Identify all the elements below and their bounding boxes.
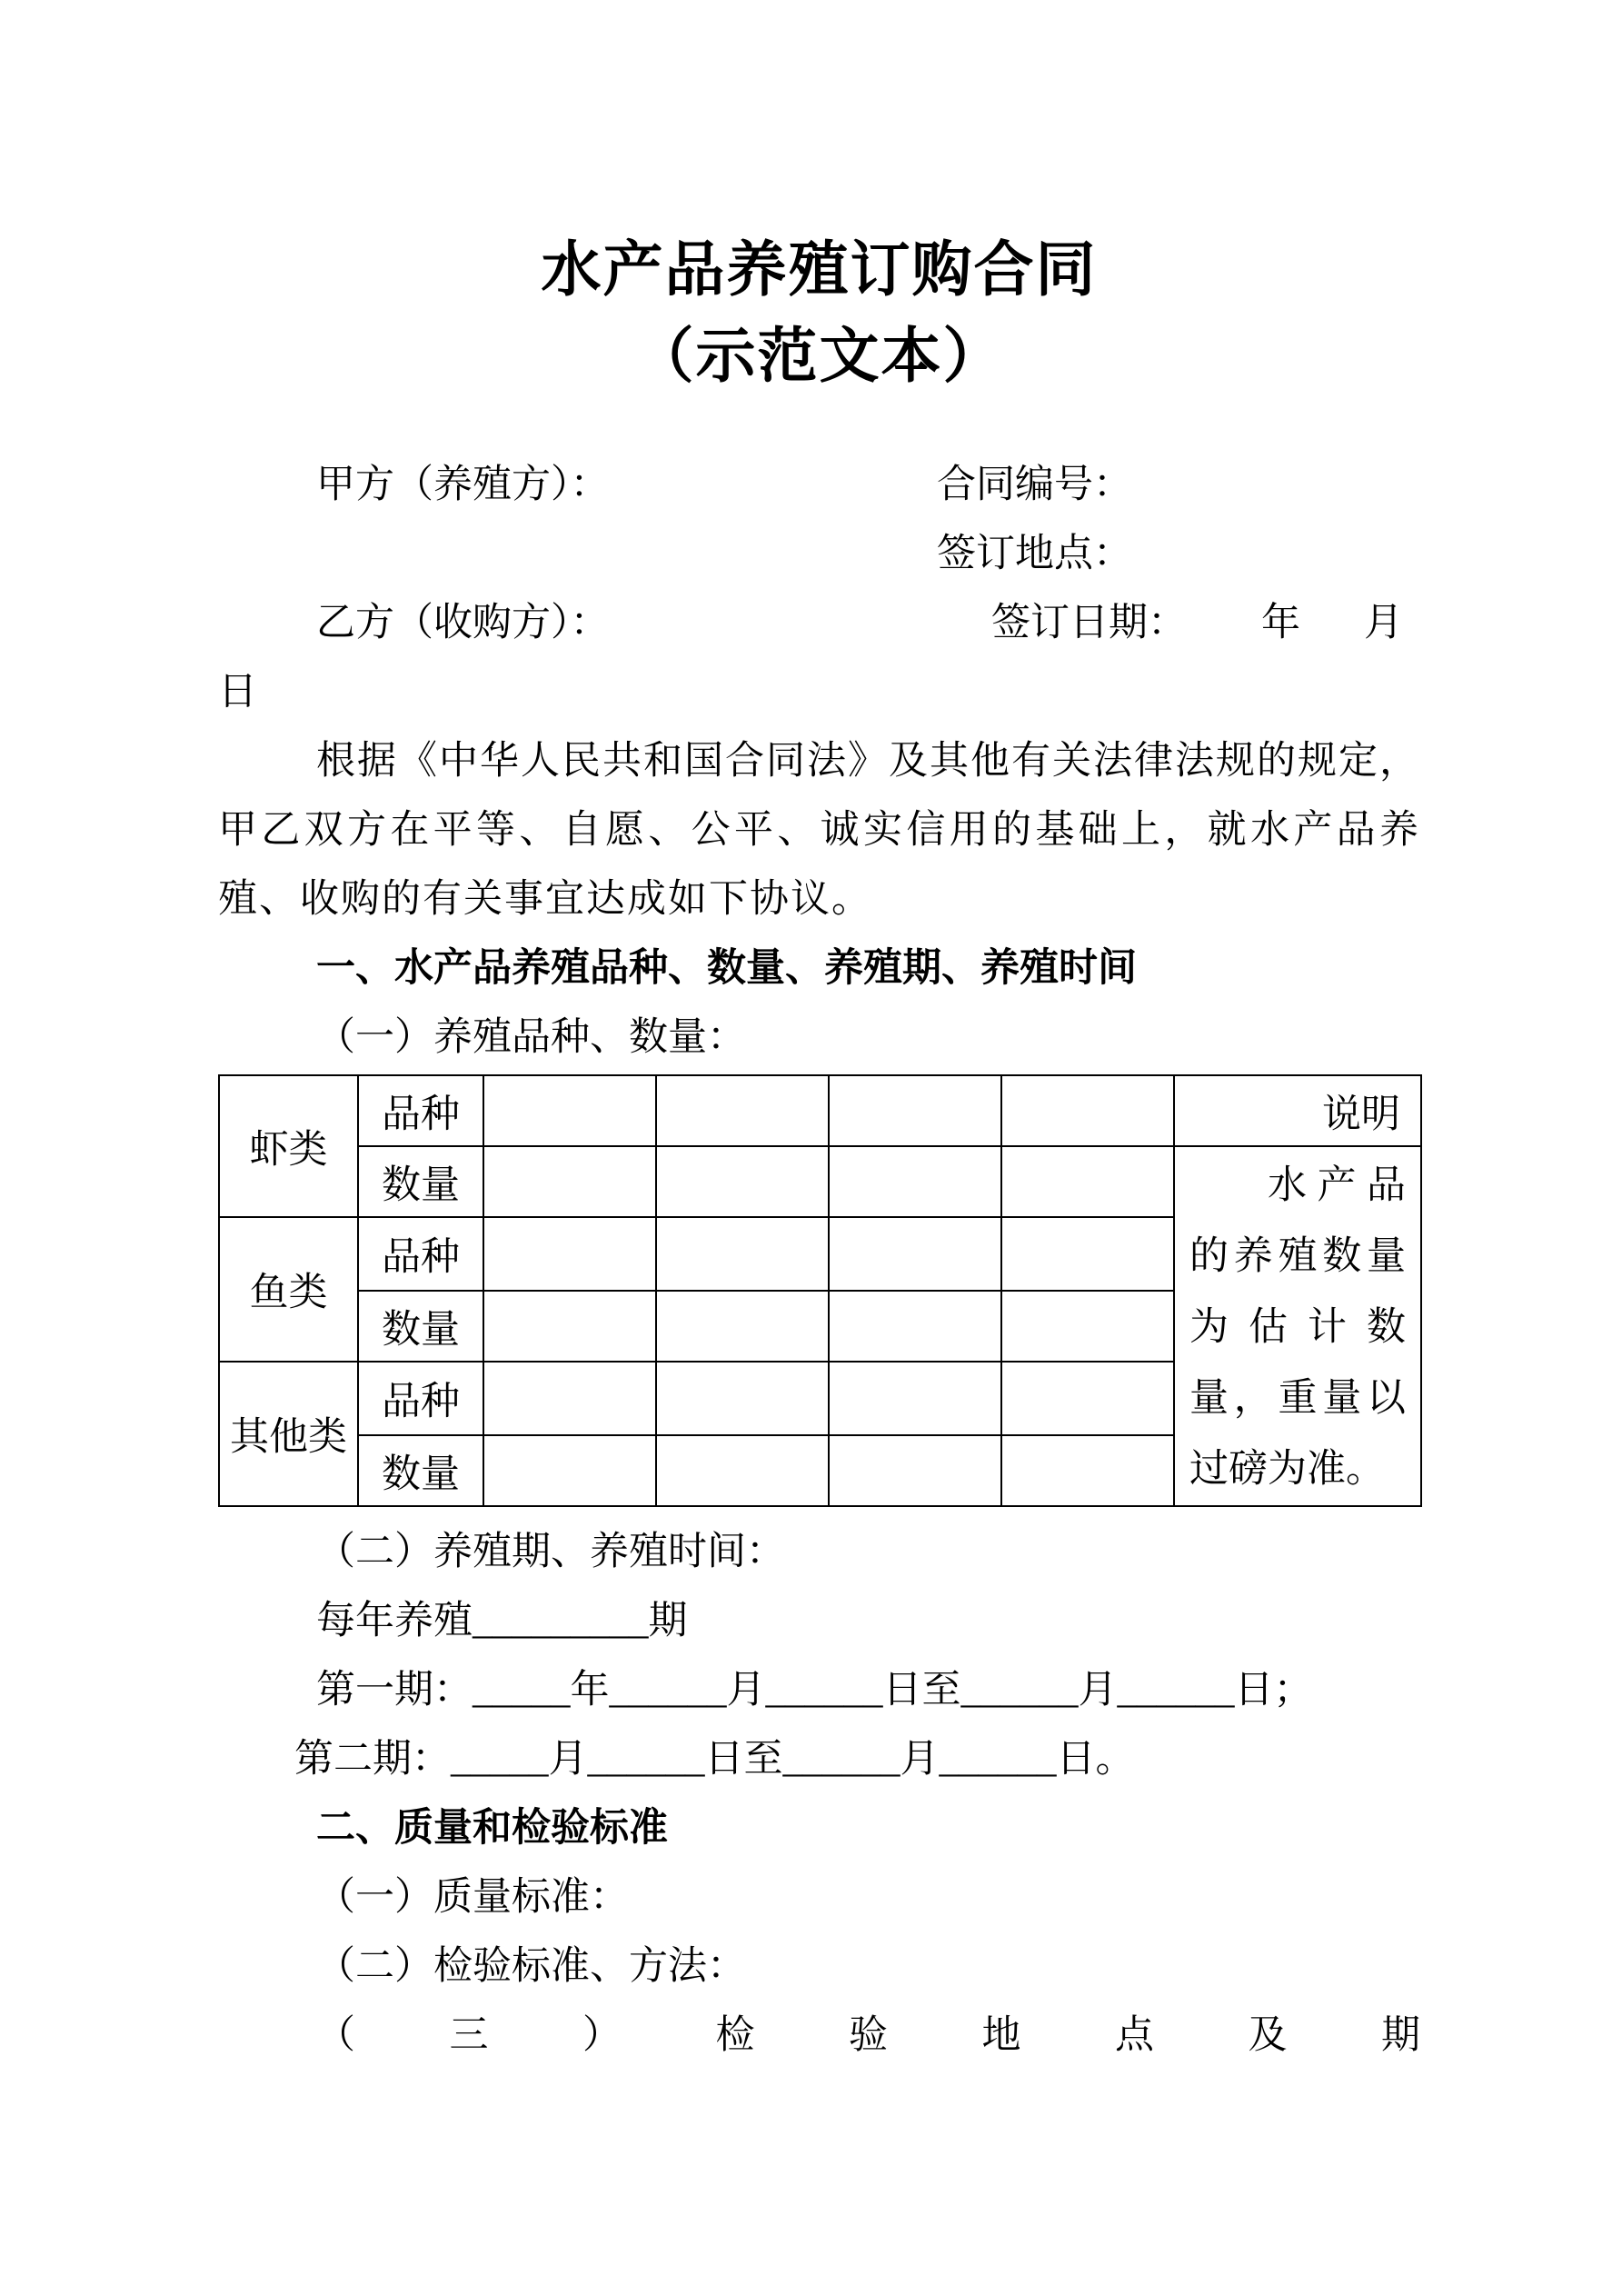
category-cell-other: 其他类 [219,1362,358,1506]
period-count-line [218,1587,1420,1656]
table-empty-cell [1001,1217,1174,1291]
sign-place-label: 签订地点： [937,533,1132,575]
row-label-quantity: 数量 [358,1291,483,1362]
table-empty-cell [1001,1435,1174,1506]
sign-date-day-line [218,658,1420,727]
table-empty-cell [483,1362,656,1435]
section2-sub1 [218,1863,1420,1932]
species-quantity-table [218,1074,1422,1507]
table-empty-cell [483,1435,656,1506]
section2-heading-text: 二、质量和检验标准 [316,1807,668,1850]
table-empty-cell [829,1291,1001,1362]
sign-place-line [218,520,1420,589]
section1-sub1 [218,1003,1420,1073]
document-title: 水产品养殖订购合同 [541,237,1098,304]
section1-heading-text: 一、水产品养殖品种、数量、养殖期、养殖时间 [316,947,1137,990]
note-body-cell: 水产品的养殖数量为估计数量，重量以过磅为准。 [1174,1146,1421,1506]
first-period-text: 第一期：_____年______月______日至______月______日； [316,1669,1313,1712]
table-empty-cell [1001,1362,1174,1435]
table-empty-cell [1001,1075,1174,1146]
table-empty-cell [483,1217,656,1291]
sign-date-label: 签订日期： [991,602,1187,644]
document-content [218,227,1420,2071]
party-b-line [218,589,1420,658]
sign-date-month-label: 月 [1364,602,1403,644]
table-empty-cell [483,1291,656,1362]
section1-sub2-text: （二）养殖期、养殖时间： [316,1531,785,1573]
party-a-line [218,451,1420,520]
table-empty-cell [656,1075,829,1146]
table-empty-cell [483,1146,656,1217]
table-empty-cell [829,1362,1001,1435]
table-empty-cell [829,1435,1001,1506]
table-empty-cell [1001,1291,1174,1362]
table-empty-cell [829,1146,1001,1217]
preamble-paragraph: 根据《中华人民共和国合同法》及其他有关法律法规的规定，甲乙双方在平等、自愿、公平、诚实信用的基础上，就水产品养殖、收购的有关事宜达成如下协议。 [218,740,1420,921]
category-cell-fish: 鱼类 [219,1217,358,1362]
table-empty-cell [483,1075,656,1146]
section2-sub2-text: （二）检验标准、方法： [316,1945,746,1988]
table-empty-cell [656,1291,829,1362]
party-b-label: 乙方（收购方）： [316,602,610,644]
section2-sub3: （三）检验地点及期 [316,2014,1420,2057]
section2-sub1-text: （一）质量标准： [316,1876,629,1919]
contract-no-label: 合同编号： [937,464,1132,506]
table-empty-cell [1001,1146,1174,1217]
document-subtitle: （示范文本） [633,324,1005,390]
row-label-quantity: 数量 [358,1146,483,1217]
row-label-species: 品种 [358,1362,483,1435]
first-period-line [218,1656,1420,1725]
period-count-text: 每年养殖_________期 [316,1600,688,1642]
table-empty-cell [656,1146,829,1217]
sign-date-year-label: 年 [1261,602,1300,644]
section1-heading [218,934,1420,1003]
row-label-quantity: 数量 [358,1435,483,1506]
row-label-species: 品种 [358,1075,483,1146]
table-row-shrimp-quantity [219,1146,1421,1217]
table-row-shrimp-species [219,1075,1421,1146]
row-label-species: 品种 [358,1217,483,1291]
category-cell-shrimp: 虾类 [219,1075,358,1217]
table-empty-cell [829,1075,1001,1146]
section1-sub2 [218,1518,1420,1587]
second-period-text: 第二期：_____月______日至______月______日。 [294,1738,1135,1781]
section2-sub2 [218,1932,1420,2002]
table-empty-cell [656,1217,829,1291]
party-a-label: 甲方（养殖方）： [316,464,610,506]
note-header-cell: 说明 [1174,1075,1421,1146]
second-period-line [218,1725,1420,1794]
table-empty-cell [829,1217,1001,1291]
table-empty-cell [656,1362,829,1435]
section2-heading [218,1794,1420,1863]
sign-date-day-label: 日 [218,671,257,714]
table-empty-cell [656,1435,829,1506]
section1-sub1-text: （一）养殖品种、数量： [316,1016,746,1059]
